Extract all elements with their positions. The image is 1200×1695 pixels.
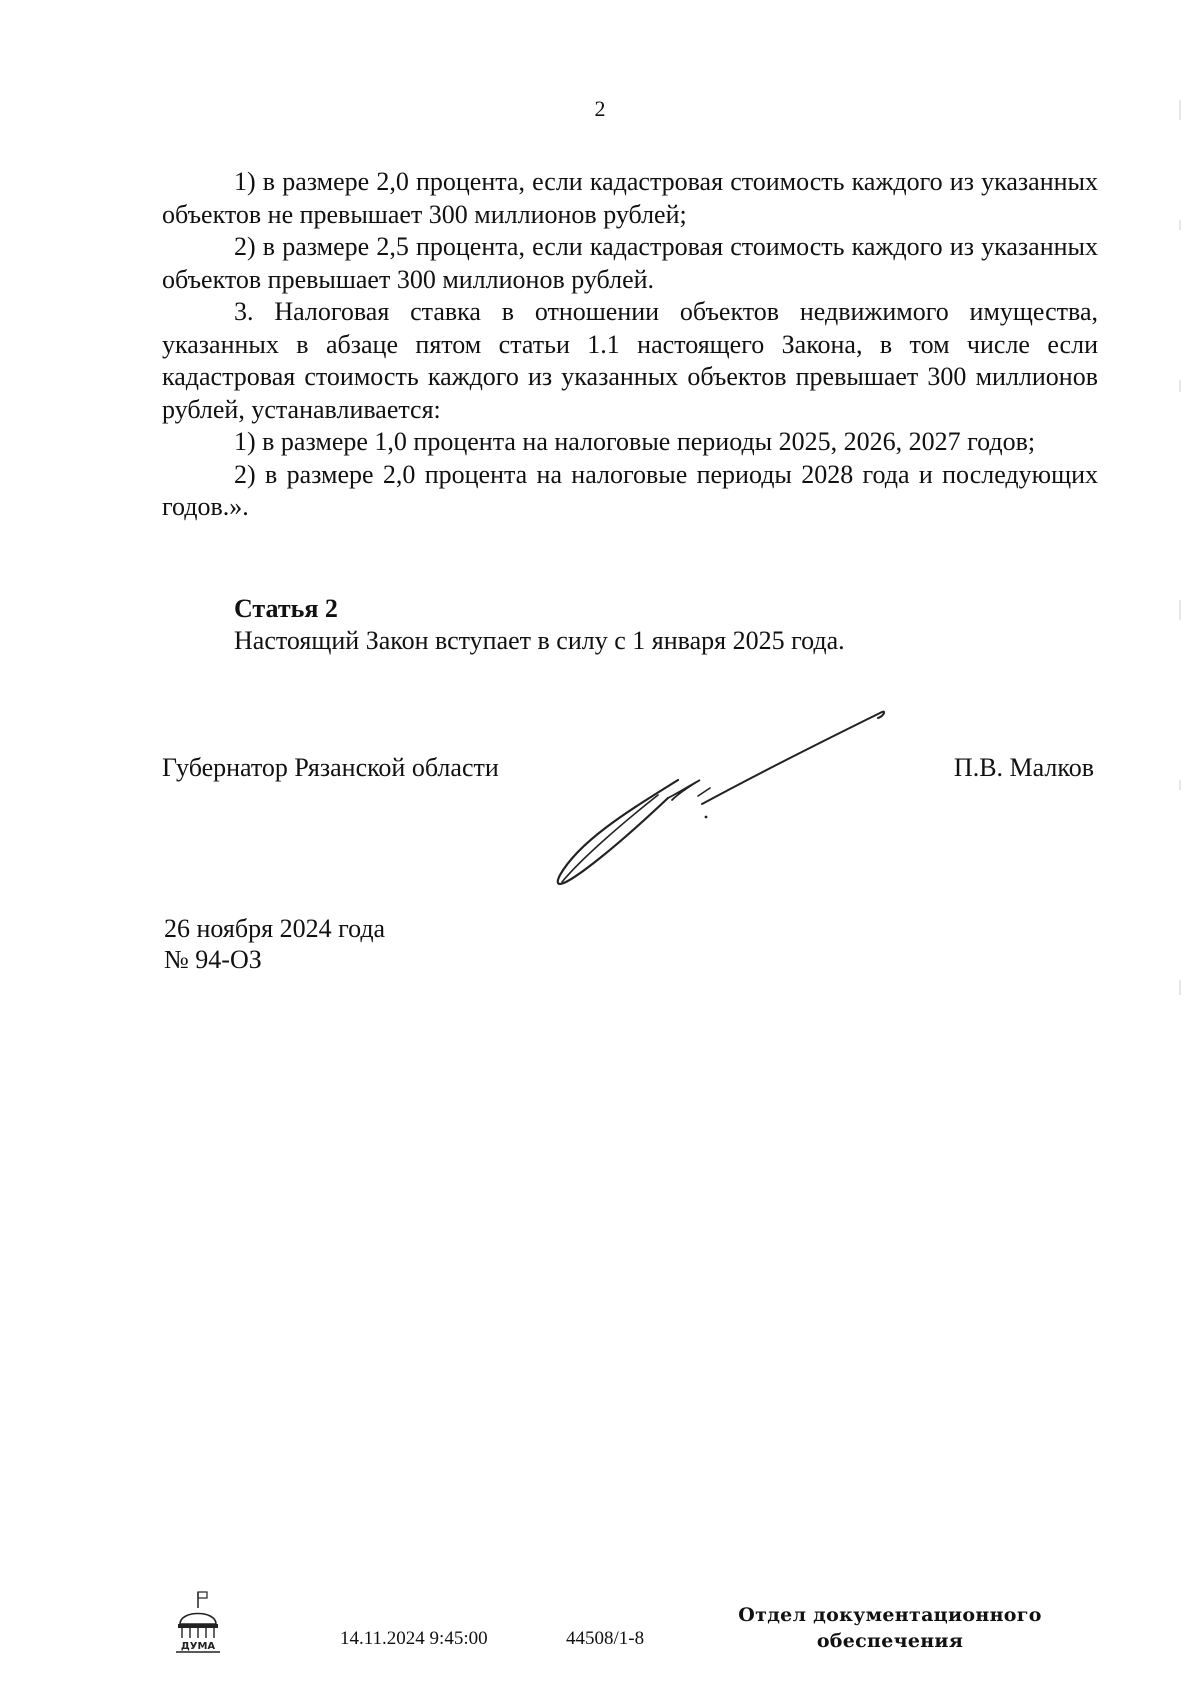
law-date-block: [164, 913, 385, 975]
law-body: [162, 166, 1098, 524]
law-number: № 94-ОЗ: [164, 945, 262, 974]
paragraph-rate-2-5: 2) в размере 2,5 процента, если кадастровая стоимость каждого из указанных объектов превышает 300 миллионов рублей.: [162, 232, 1098, 294]
duma-emblem-icon: [170, 1590, 226, 1656]
law-date: 26 ноября 2024 года: [164, 914, 386, 943]
emblem-label: ДУМА: [180, 1641, 216, 1652]
handwritten-signature: [540, 700, 890, 890]
paragraph-rate-1-0: 1) в размере 1,0 процента на налоговые периоды 2025, 2026, 2027 годов;: [234, 427, 1036, 456]
signatory-name: П.В. Малков: [953, 753, 1094, 782]
paragraph-rate-2-0: 1) в размере 2,0 процента, если кадастровая стоимость каждого из указанных объектов не превышает 300 миллионов рублей;: [162, 167, 1098, 229]
registry-stamp-datetime: 14.11.2024 9:45:00: [340, 1628, 488, 1649]
article-text: Настоящий Закон вступает в силу с 1 января 2025 года.: [234, 626, 845, 655]
scan-edge-marks: [1178, 80, 1182, 1080]
department-stamp: Отдел документационного обеспечения: [738, 1604, 1042, 1652]
article-heading: Статья 2: [234, 594, 338, 623]
paragraph-rate-2-0-later: 2) в размере 2,0 процента на налоговые периоды 2028 года и последующих годов.».: [162, 459, 1098, 521]
registry-number: 44508/1-8: [566, 1628, 645, 1649]
page-number: 2: [594, 96, 606, 121]
signatory-title: Губернатор Рязанской области: [162, 753, 499, 782]
paragraph-clause-3: 3. Налоговая ставка в отношении объектов недвижимого имущества, указанных в абзаце пятом статьи 1.1 настоящего Закона, в том числе если кадастровая стоимость каждого из указанных объектов превышает 300 миллионов рублей, устанавливается:: [162, 297, 1098, 424]
